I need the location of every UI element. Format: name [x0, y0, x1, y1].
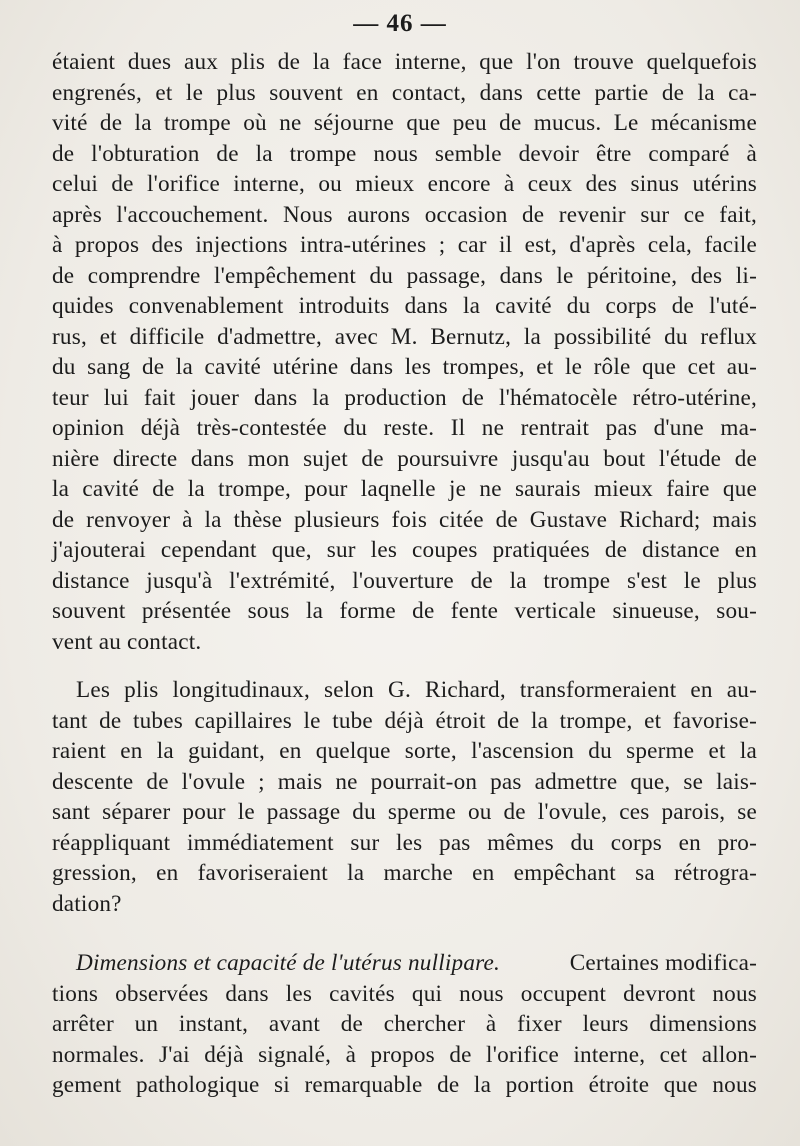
text-line: normales. J'ai déjà signalé, à propos de l'orifice interne, cet allon- — [52, 1041, 757, 1068]
text-line: après l'accouchement. Nous aurons occasion de revenir sur ce fait, — [52, 201, 757, 228]
text-line: sant séparer pour le passage du sperme ou de l'ovule, ces parois, se — [52, 799, 757, 825]
text-line: vent au contact. — [52, 628, 202, 655]
text-line: distance jusqu'à l'extrémité, l'ouverture de la trompe s'est le plus — [52, 567, 757, 594]
text-line: tions observées dans les cavités qui nous occupent devront nous — [52, 980, 757, 1007]
text-line: du sang de la cavité utérine dans les trompes, et le rôle que cet au- — [52, 354, 757, 380]
text-line: quides convenablement introduits dans la cavité du corps de l'uté- — [52, 293, 757, 319]
text-line: arrêter un instant, avant de chercher à fixer leurs dimensions — [52, 1011, 757, 1037]
text-line: engrenés, et le plus souvent en contact, dans cette partie de la ca- — [52, 79, 757, 106]
section-heading: Dimensions et capacité de l'utérus nullipare. — [76, 950, 500, 976]
paragraph-2 — [52, 675, 757, 919]
text-line: nière directe dans mon sujet de poursuivre jusqu'au bout l'étude de — [52, 445, 757, 472]
page-number: — 46 — — [353, 10, 447, 37]
text-line: souvent présentée sous la forme de fente verticale sinueuse, sou- — [52, 598, 757, 624]
text-line: réappliquant immédiatement sur les pas mêmes du corps en pro- — [52, 829, 757, 856]
text-line: de renvoyer à la thèse plusieurs fois citée de Gustave Richard; mais — [52, 506, 757, 533]
text-line — [52, 948, 757, 979]
text-line: opinion déjà très-contestée du reste. Il ne rentrait pas d'une ma- — [52, 415, 757, 441]
text-line: Les plis longitudinaux, selon G. Richard, transformeraient en au- — [76, 677, 757, 703]
text-line: gement pathologique si remarquable de la portion étroite que nous — [52, 1072, 757, 1098]
text-fragment: Certaines modifica- — [569, 950, 757, 976]
text-line: descente de l'ovule ; mais ne pourrait-on pas admettre que, se lais- — [52, 768, 757, 795]
text-line: gression, en favoriseraient la marche en empêchant sa rétrogra- — [52, 860, 757, 886]
text-line: la cavité de la trompe, pour laqnelle je ne saurais mieux faire que — [52, 476, 757, 502]
text-line: teur lui fait jouer dans la production de l'hématocèle rétro-utérine, — [52, 384, 757, 411]
paragraph-3 — [52, 948, 757, 1101]
text-line: dation? — [52, 890, 122, 917]
text-line: raient en la guidant, en quelque sorte, l'ascension du sperme et la — [52, 738, 757, 764]
text-line: rus, et difficile d'admettre, avec M. Bernutz, la possibilité du reflux — [52, 323, 757, 350]
paragraph-1 — [52, 47, 757, 657]
text-line: celui de l'orifice interne, ou mieux encore à ceux des sinus utérins — [52, 171, 757, 197]
text-line: j'ajouterai cependant que, sur les coupes pratiquées de distance en — [52, 537, 757, 563]
text-line: étaient dues aux plis de la face interne, que l'on trouve quelquefois — [52, 49, 757, 75]
text-line: vité de la trompe où ne séjourne que peu de mucus. Le mécanisme — [52, 110, 757, 136]
text-line: de l'obturation de la trompe nous semble devoir être comparé à — [52, 140, 757, 167]
text-line: à propos des injections intra-utérines ; car il est, d'après cela, facile — [52, 232, 757, 258]
text-line: de comprendre l'empêchement du passage, dans le péritoine, des li- — [52, 262, 757, 289]
text-line: tant de tubes capillaires le tube déjà étroit de la trompe, et favorise- — [52, 707, 757, 734]
